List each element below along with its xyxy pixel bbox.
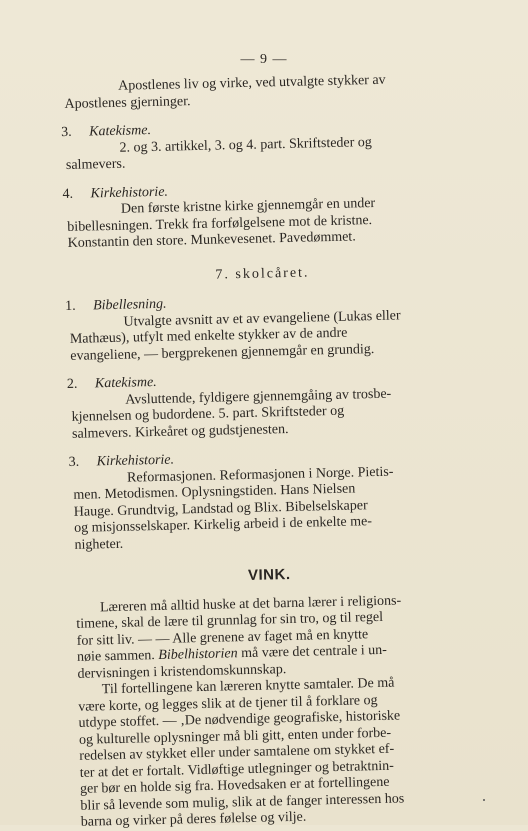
item-line: Utvalgte avsnitt av et av evangeliene (Lukas eller (123, 307, 401, 330)
item-line: Reformasjonen. Reformasjonen i Norge. Pietis- (126, 464, 394, 486)
intro-line: Apostlenes gjerninger. (64, 93, 191, 112)
emphasis-span: Bibelhistorien (158, 646, 238, 664)
page-number: — 9 — (240, 52, 288, 67)
text-span: må være det centrale i un- (237, 642, 388, 662)
item-number: 1. (64, 298, 76, 315)
curriculum-item-kirkehistorie (62, 178, 455, 253)
item-heading: Katekisme. (89, 123, 152, 140)
year-heading: 7. skolcåret. (215, 264, 310, 283)
ink-speck (483, 799, 485, 801)
item-number: 4. (62, 186, 74, 202)
paragraph-line: barna og virker på deres følelse og vilje. (80, 809, 307, 830)
vink-paragraph (76, 592, 466, 683)
item-line: nigheter. (74, 536, 124, 553)
paragraph-line: være korte, og legges slik at de tjener til å forklare og (78, 692, 378, 715)
item-line: evangeliene, — bergprekenen gjennemgår en grundig. (70, 341, 375, 364)
item-number: 3. (61, 124, 72, 141)
text-span: nøie sammen. (76, 648, 159, 665)
paragraph-line: dervisningen i kristendomskunnskap. (77, 661, 287, 682)
paragraph-line: ter at det er fortalt. Vidløftige utlegninger og betraktnin- (79, 758, 394, 781)
paragraph-line: for sitt liv. — — Alle grenene av faget må en knytte (76, 626, 369, 649)
item-heading: Kirkehistorie. (96, 452, 175, 470)
item-heading: Katekisme. (94, 374, 157, 392)
item-heading: Kirkehistorie. (90, 184, 169, 201)
item-line: Konstantin den store. Munkevesenet. Pavedømmet. (67, 229, 356, 251)
intro-line: Apostlenes liv og virke, ved utvalgte stykker av (117, 72, 386, 94)
curriculum-item-katekisme (66, 368, 460, 443)
item-line: salmevers. Kirkeåret og gudstjenesten. (71, 421, 289, 442)
item-line: Mathæus), utfylt med enkelte stykker av de andre (69, 325, 348, 347)
item-heading: Bibellesning. (92, 296, 167, 314)
item-line: bibellesningen. Trekk fra forfølgelsene mot de kristne. (67, 212, 373, 235)
paragraph-line: timene, skal de lære til grunnlag for sin tro, og til regel (76, 609, 384, 632)
item-line: og misjonsselskaper. Kirkelig arbeid i de enkelte me- (74, 514, 373, 536)
paragraph-line: Læreren må alltid huske at det barna lærer i religions- (99, 592, 402, 615)
paragraph-line: Til fortellingene kan læreren knytte samtaler. De må (101, 675, 395, 698)
item-line: salmevers. (65, 156, 126, 173)
curriculum-item-kirkehistorie (68, 446, 463, 554)
paragraph-line: redelsen av stykket eller under samtalene om stykket ef- (79, 741, 395, 764)
paragraph-line: blir så levende som mulig, slik at de fanger interessen hos (80, 790, 405, 814)
item-line: 2. og 3. artikkel, 3. og 4. part. Skriftsteder og (119, 134, 373, 156)
item-number: 3. (68, 454, 80, 470)
paragraph-line: og kulturelle oplysninger må bli gitt, enten under forbe- (78, 725, 392, 748)
item-line: Hauge. Grundtvig, Landstad og Blix. Bibelselskaper (73, 497, 368, 520)
curriculum-item-bibellesning (64, 290, 458, 365)
vink-paragraph (78, 674, 469, 831)
curriculum-item-katekisme (61, 116, 454, 174)
paragraph-line: utdype stoffet. — ‚De nødvendige geografiske, historiske (78, 708, 401, 731)
item-line: kjennelsen og budordene. 5. part. Skriftsteder og (71, 403, 345, 425)
item-line: Avsluttende, fyldigere gjennemgåing av trosbe- (125, 386, 392, 408)
item-line: Den første kristne kirke gjennemgår en under (120, 195, 376, 217)
paragraph-line: ger bør en holde sig fra. Hovedsaken er at fortellingene (79, 774, 390, 797)
item-number: 2. (66, 376, 78, 393)
vink-heading: VINK. (247, 565, 291, 584)
page-body (61, 71, 469, 831)
item-line: men. Metodismen. Oplysningstiden. Hans Nielsen (73, 481, 356, 503)
